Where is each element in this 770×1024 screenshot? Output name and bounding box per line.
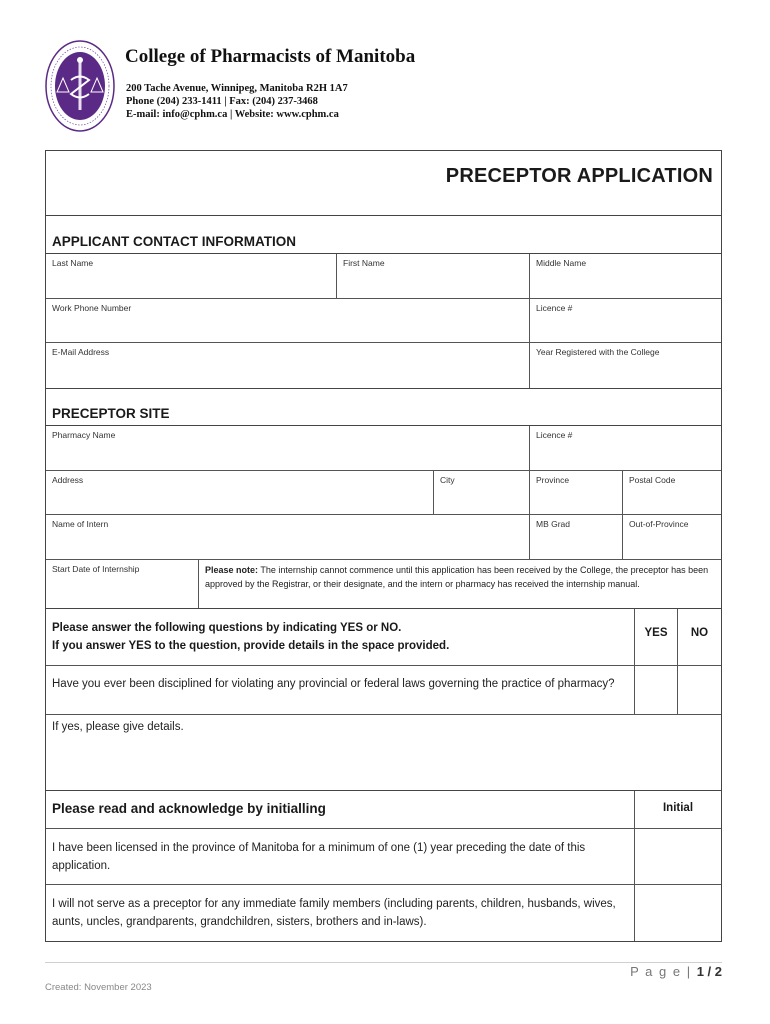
acknowledge-item-1-text: I have been licensed in the province of Manitoba for a minimum of one (1) year preceding the date of this application.: [52, 842, 586, 872]
internship-note-text: [205, 563, 715, 591]
site-section-header: [46, 389, 721, 426]
acknowledge-item-1-initial-box[interactable]: [634, 829, 721, 884]
applicant-licence-field[interactable]: [529, 299, 721, 342]
internship-note: [198, 560, 721, 608]
acknowledge-header-row: [46, 791, 721, 829]
question-1: [46, 666, 634, 714]
acknowledge-item-2-row: [46, 885, 721, 942]
initial-label: Initial: [662, 802, 694, 814]
first-name-field[interactable]: [336, 254, 529, 298]
first-name-label: First Name: [343, 258, 385, 268]
details-row[interactable]: [46, 715, 721, 791]
province-label: Province: [536, 475, 570, 485]
acknowledge-item-2: [46, 885, 634, 941]
page-number: P a g e | 1 / 2: [630, 964, 722, 979]
acknowledge-title: Please read and acknowledge by initialling: [52, 801, 326, 816]
applicant-section-header: [46, 216, 721, 254]
email-field[interactable]: [46, 343, 529, 388]
last-name-label: Last Name: [52, 258, 94, 268]
province-field[interactable]: [529, 471, 622, 514]
middle-name-label: Middle Name: [536, 258, 587, 268]
created-date: Created: November 2023: [45, 982, 152, 993]
footer-divider: [45, 962, 722, 963]
mb-grad-label: MB Grad: [536, 519, 571, 529]
email-label: E-Mail Address: [52, 347, 110, 357]
mb-grad-field[interactable]: [529, 515, 622, 559]
start-date-label: Start Date of Internship: [52, 564, 140, 574]
site-section-title: PRECEPTOR SITE: [52, 406, 170, 421]
initial-column-header: [634, 791, 721, 828]
no-label: NO: [690, 627, 709, 639]
out-of-province-field[interactable]: [622, 515, 721, 559]
instruction-line-2: If you answer YES to the question, provide details in the space provided.: [52, 640, 450, 652]
note-body: The internship cannot commence until this application has been received by the College, the preceptor has been approved by the Registrar, or their designate, and the intern or pharmacy has received the internship manual.: [205, 565, 709, 589]
questions-header-row: [46, 609, 721, 666]
intern-name-field[interactable]: [46, 515, 529, 559]
applicant-email-row: [46, 343, 721, 389]
site-start-date-row: [46, 560, 721, 609]
details-label: If yes, please give details.: [52, 721, 184, 733]
city-label: City: [440, 475, 455, 485]
question-1-no-box[interactable]: [677, 666, 721, 714]
form-title-row: [46, 151, 721, 216]
pharmacy-name-label: Pharmacy Name: [52, 430, 116, 440]
question-1-yes-box[interactable]: [634, 666, 677, 714]
site-pharmacy-row: [46, 426, 721, 471]
applicant-licence-label: Licence #: [536, 303, 573, 313]
work-phone-field[interactable]: [46, 299, 529, 342]
postal-code-label: Postal Code: [629, 475, 676, 485]
question-1-text: Have you ever been disciplined for violating any provincial or federal laws governing the practice of pharmacy?: [52, 678, 615, 690]
postal-code-field[interactable]: [622, 471, 721, 514]
applicant-section-title: APPLICANT CONTACT INFORMATION: [52, 234, 296, 249]
city-field[interactable]: [433, 471, 529, 514]
preceptor-application-form: [45, 150, 722, 942]
site-intern-row: [46, 515, 721, 560]
address-field[interactable]: [46, 471, 433, 514]
acknowledge-item-2-text: I will not serve as a preceptor for any immediate family members (including parents, children, husbands, wives, aunts, uncles, grandparents, grandchildren, sisters, brothers and in-laws).: [52, 898, 616, 928]
pharmacy-name-field[interactable]: [46, 426, 529, 470]
page-value: 1 / 2: [696, 964, 722, 979]
applicant-phone-row: [46, 299, 721, 343]
yes-label: YES: [644, 627, 668, 639]
site-address-row: [46, 471, 721, 515]
applicant-name-row: [46, 254, 721, 299]
yes-column-header: [634, 609, 677, 665]
last-name-field[interactable]: [46, 254, 336, 298]
questions-instruction-text: [52, 619, 449, 655]
acknowledge-item-2-initial-box[interactable]: [634, 885, 721, 941]
start-date-field[interactable]: [46, 560, 198, 608]
year-registered-label: Year Registered with the College: [536, 347, 660, 357]
intern-name-label: Name of Intern: [52, 519, 109, 529]
questions-instructions: [46, 609, 634, 665]
out-of-province-label: Out-of-Province: [629, 519, 689, 529]
note-label: Please note:: [205, 565, 259, 575]
college-seal-icon: [45, 40, 115, 132]
question-1-row: [46, 666, 721, 715]
instruction-line-1: Please answer the following questions by indicating YES or NO.: [52, 622, 402, 634]
site-licence-field[interactable]: [529, 426, 721, 470]
work-phone-label: Work Phone Number: [52, 303, 132, 313]
org-email: E-mail: info@cphm.ca | Website: www.cphm.ca: [126, 109, 339, 120]
acknowledge-title-cell: [46, 791, 634, 828]
org-name: College of Pharmacists of Manitoba: [125, 46, 416, 67]
page-word: P a g e: [630, 964, 682, 979]
letterhead: [45, 40, 725, 140]
form-title: PRECEPTOR APPLICATION: [445, 165, 713, 187]
no-column-header: [677, 609, 721, 665]
address-label: Address: [52, 475, 84, 485]
site-licence-label: Licence #: [536, 430, 573, 440]
middle-name-field[interactable]: [529, 254, 721, 298]
acknowledge-item-1-row: [46, 829, 721, 885]
org-address: 200 Tache Avenue, Winnipeg, Manitoba R2H 1A7: [126, 83, 348, 94]
year-registered-field[interactable]: [529, 343, 721, 388]
acknowledge-item-1: [46, 829, 634, 884]
org-phone: Phone (204) 233-1411 | Fax: (204) 237-3468: [126, 96, 318, 107]
